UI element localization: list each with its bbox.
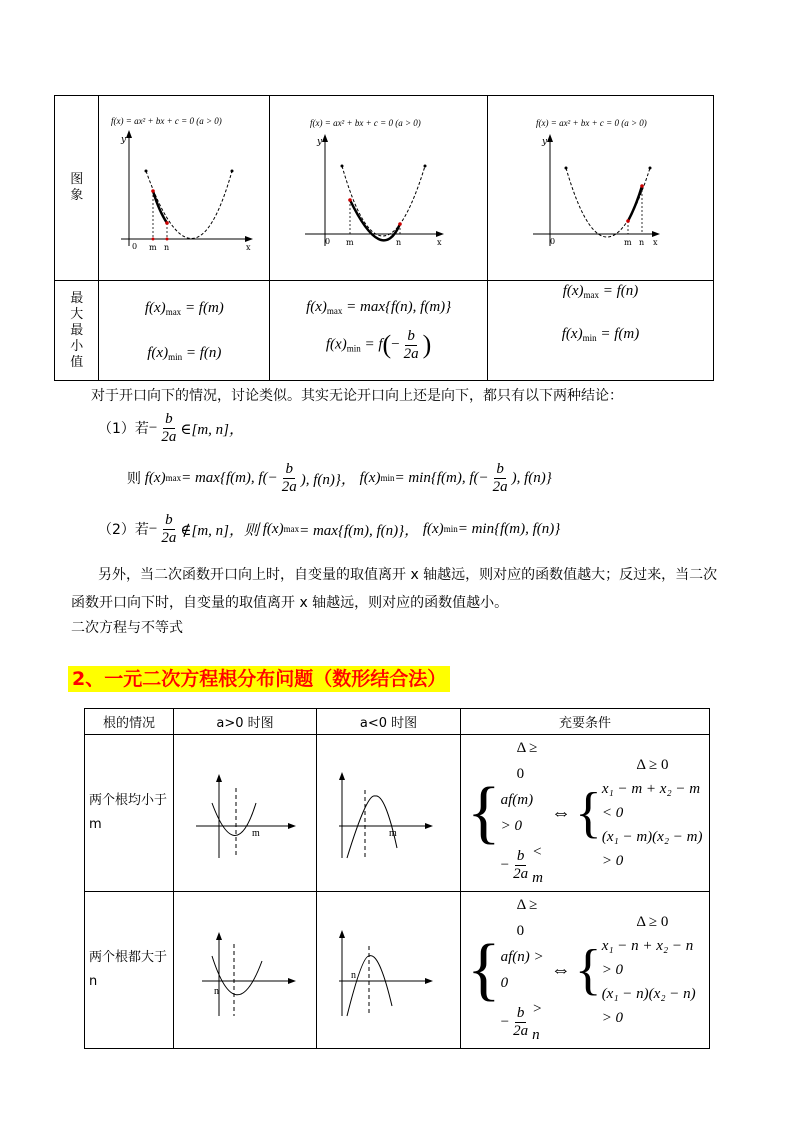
svg-text:n: n — [214, 986, 219, 997]
graph-a-positive-greater-n — [174, 892, 317, 1049]
parabola-graph-3 — [488, 96, 713, 276]
svg-text:y: y — [121, 135, 127, 145]
svg-text:y: y — [542, 137, 548, 147]
parabola-graph-2 — [270, 96, 485, 276]
svg-text:x: x — [653, 238, 658, 247]
svg-text:m: m — [389, 828, 397, 839]
table1-extrema-1: $f(x)_{max} = f(m)$ $f(x)_{min} = f(n)$ — [99, 281, 270, 381]
svg-text:f(x) = ax² + bx + c = 0 (a > 0: f(x) = ax² + bx + c = 0 (a > 0) — [536, 118, 647, 128]
svg-text:m: m — [252, 828, 260, 839]
header-root-case: 根的情况 — [85, 709, 174, 735]
row-both-less-than-m: 两个根均小于 m — [85, 735, 174, 892]
svg-text:0: 0 — [550, 237, 556, 246]
condition-greater-than-n: { Δ ≥ 0 af(n) > 0 − $\frac{b}{2a}$ > n ⇔ { Δ ≥ 0 x₁ − n + x₂ − n > 0 (x₁ − n)(x₂ − n) > 0 — [461, 892, 710, 1049]
svg-text:n: n — [164, 243, 170, 252]
table1-graph2 — [270, 96, 488, 281]
case1-condition: （1）若 − $\frac{b}{2a}$ ∈[m, n]， — [98, 411, 245, 445]
section-heading: 2、一元二次方程根分布问题（数形结合法） — [68, 664, 450, 691]
svg-text:0: 0 — [325, 237, 331, 246]
table1-extrema-2: $f(x)_{max} = \max\{f(n)$, f(m)} $f(x)_{min} = f(-$ $\frac{b}{2a}$ ) — [270, 281, 488, 381]
svg-text:f(x) = ax² + bx + c = 0 (a > 0: f(x) = ax² + bx + c = 0 (a > 0) — [310, 118, 422, 128]
header-a-positive: a>0 时图 — [174, 709, 317, 735]
svg-text:m: m — [149, 243, 158, 252]
graph-a-negative-greater-n — [317, 892, 461, 1049]
table1-graph1 — [99, 96, 270, 281]
graph-a-positive-less-m — [174, 735, 317, 892]
table1-extrema-3: $f(x)_{max} = f(n)$ $f(x)_{min} = f(m)$ — [488, 281, 714, 381]
condition-less-than-m: { Δ ≥ 0 af(m) > 0 − $\frac{b}{2a}$ < m ⇔ { Δ ≥ 0 x₁ − m + x₂ − m < 0 (x₁ − m)(x₂ − m) > 0 — [461, 735, 710, 892]
paragraph-distance: 另外，当二次函数开口向上时，自变量的取值离开 x 轴越远，则对应的函数值越大；反过来，当二次 函数开口向下时，自变量的取值离开 x 轴越远，则对应的函数值越小。 — [71, 567, 718, 611]
svg-text:x: x — [437, 238, 442, 247]
table1 — [54, 95, 714, 381]
svg-text:m: m — [624, 238, 632, 247]
case1-result: 则 f(x) max = max{f(m), f(− $\frac{b}{2a}$ ), f(n)}， f(x) min = min{f(m), f(− $\frac{b}{2a}$ ), f(n)} — [127, 461, 552, 495]
svg-text:n: n — [639, 238, 645, 247]
svg-text:0: 0 — [132, 242, 138, 251]
table1-row1-header: 图象 — [55, 96, 99, 281]
row-both-greater-than-n: 两个根都大于 n — [85, 892, 174, 1049]
table1-graph3 — [488, 96, 714, 281]
svg-text:n: n — [396, 238, 402, 247]
case2: （2）若 − $\frac{b}{2a}$ ∉[m, n]，则 f(x) max = max{f(m), f(n)}， f(x) min = min{f(m), f(n)} — [98, 512, 561, 546]
svg-text:m: m — [346, 238, 354, 247]
subheading: 二次方程与不等式 — [71, 620, 183, 636]
parabola-graph-1 — [99, 96, 267, 276]
header-a-negative: a<0 时图 — [317, 709, 461, 735]
table2 — [84, 708, 710, 1049]
svg-text:x: x — [246, 243, 251, 252]
header-condition: 充要条件 — [461, 709, 710, 735]
svg-text:f(x) = ax² + bx + c = 0 (a > 0: f(x) = ax² + bx + c = 0 (a > 0) — [111, 116, 223, 126]
paragraph-downward: 对于开口向下的情况，讨论类似。其实无论开口向上还是向下，都只有以下两种结论： — [91, 388, 623, 404]
graph-a-negative-less-m — [317, 735, 461, 892]
svg-text:n: n — [351, 970, 356, 981]
svg-text:y: y — [317, 137, 323, 147]
table1-row2-header: 最 大 最 小 值 — [55, 281, 99, 381]
